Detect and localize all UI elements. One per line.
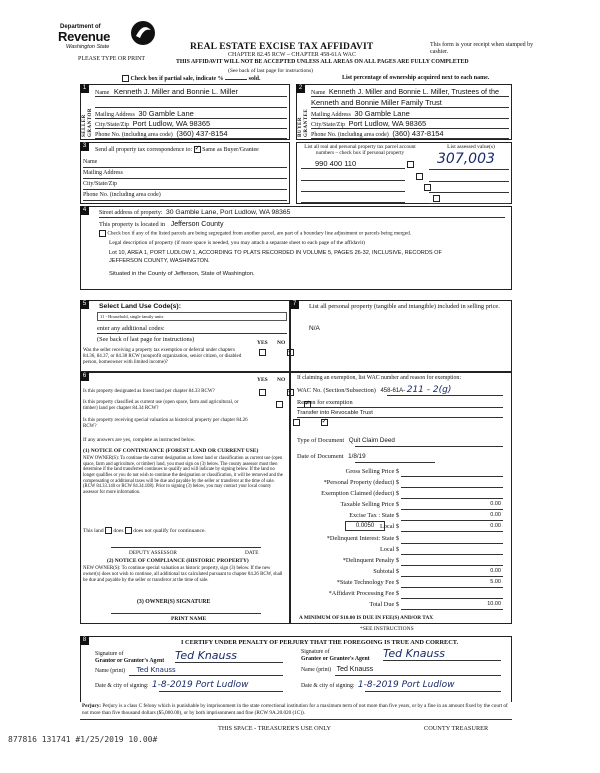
tax-row bbox=[291, 466, 513, 477]
buyer-side-label: BUYER GRANTEE bbox=[298, 108, 309, 137]
grantee-date[interactable]: 1-8-2019 Port Ludlow bbox=[357, 680, 455, 690]
seller-mail-row bbox=[95, 110, 287, 119]
not-accepted-notice: THIS AFFIDAVIT WILL NOT BE ACCEPTED UNLESS ALL AREAS ON ALL PAGES ARE FULLY COMPLETED bbox=[176, 59, 469, 65]
exemption-yes-checkbox[interactable] bbox=[259, 349, 266, 356]
wac-handwritten[interactable]: 211 - 2(g) bbox=[406, 385, 452, 395]
parcel-row-1 bbox=[301, 160, 405, 169]
tax-section bbox=[290, 372, 512, 624]
correspondence-section bbox=[80, 142, 290, 204]
street-label: Street address of property: bbox=[99, 210, 163, 216]
doc-date-line bbox=[355, 462, 435, 463]
county-value[interactable]: Jefferson County bbox=[170, 221, 224, 228]
assessed-line-1 bbox=[429, 169, 509, 170]
tax-row bbox=[291, 533, 513, 544]
doc-date-label: Date of Document bbox=[297, 453, 344, 460]
reason-row bbox=[297, 399, 503, 408]
deputy-assessor-label: DEPUTY ASSESSOR bbox=[129, 550, 177, 556]
tax-row bbox=[291, 588, 513, 599]
land-use-number: 5 bbox=[80, 300, 89, 309]
correspondence-number: 3 bbox=[80, 142, 89, 151]
deputy-date-label: DATE bbox=[245, 550, 259, 556]
notice-continuance-text: NEW OWNER(S): To continue the current designation as forest land or classification as current use (open space, farm and agriculture, or timber) land, you must sign on (3) below. The county assessor must then determine if the land transferred continues to qualify and will indicate by signing below. If the land no longer qualifies or you do not wish to continue the designation or classification, it will be removed and the compensating or additional taxes will be due and payable by the seller or transferor at the time of sale. (RCW 84.33.140 or RCW 84.34.108). Prior to signing (3) below, you may contact your local county assessor for more information. bbox=[83, 456, 283, 495]
grantee-name-label: Name (print) bbox=[301, 667, 332, 673]
tax-row-label: Taxable Selling Price $ bbox=[340, 501, 399, 508]
correspondence-header bbox=[95, 146, 259, 154]
personal-property-checkbox-4[interactable] bbox=[433, 195, 440, 202]
grantee-name-line bbox=[335, 675, 501, 676]
local-line bbox=[401, 531, 503, 532]
correspondence-phone-label: Phone No. (including area code) bbox=[83, 192, 161, 198]
deputy-sig-line bbox=[111, 547, 261, 548]
tax-row bbox=[291, 555, 513, 566]
notice-continuance-title: (1) NOTICE OF CONTINUANCE (FOREST LAND OR CURRENT USE) bbox=[83, 448, 259, 454]
logo-state: Washington State bbox=[66, 44, 110, 50]
buyer-name-line1[interactable]: Kenneth J. Miller and Bonnie L. Miller, Trustees of the bbox=[328, 88, 500, 96]
grantor-date[interactable]: 1-8-2019 Port Ludlow bbox=[151, 680, 249, 690]
form-chapter: CHAPTER 82.45 RCW – CHAPTER 458-61A WAC bbox=[228, 52, 356, 58]
grantor-date-label: Date & city of signing: bbox=[95, 683, 149, 689]
wac-typed[interactable]: 458-61A- bbox=[380, 388, 406, 394]
personal-property-checkbox-3[interactable] bbox=[424, 184, 431, 191]
seller-side-label: SELLER GRANTOR bbox=[82, 108, 93, 137]
tax-row bbox=[291, 599, 513, 610]
tax-row-label: *Personal Property (deduct) $ bbox=[323, 479, 399, 486]
perjury-text: Perjury is a class C felony which is punishable by imprisonment in the state correctional institution for a maximum term of not more than five years, or by a fine in an amount fixed by the court of not more than five thousand dollars ($5,000.00), or by both imprisonment and fine (RCW 9A.20.020 (1C)). bbox=[82, 703, 508, 716]
partial-sale-label: Check box if partial sale, indicate % bbox=[130, 75, 224, 82]
grantor-sig-label-1: Signature of bbox=[95, 651, 124, 657]
buyer-phone[interactable]: (360) 437-8154 bbox=[392, 129, 444, 138]
segregated-checkbox[interactable] bbox=[99, 230, 106, 237]
doc-date-value[interactable]: 1/8/19 bbox=[348, 453, 366, 460]
land-use-section bbox=[80, 300, 290, 372]
buyer-mail-row bbox=[311, 110, 509, 119]
tax-row-line bbox=[401, 609, 503, 610]
buyer-section bbox=[296, 84, 512, 140]
buyer-number: 2 bbox=[296, 84, 305, 93]
land-use-code-box[interactable] bbox=[97, 312, 287, 321]
same-as-buyer-checkbox[interactable] bbox=[194, 146, 201, 153]
parcel-row-4 bbox=[301, 194, 405, 203]
county-row bbox=[99, 221, 223, 229]
partial-sale-checkbox[interactable] bbox=[122, 75, 129, 82]
tax-row bbox=[291, 488, 513, 499]
grantee-name[interactable]: Ted Knauss bbox=[336, 666, 374, 673]
doc-type-line bbox=[355, 446, 503, 447]
tax-row-label: *State Technology Fee $ bbox=[336, 579, 399, 586]
partial-sale-sold: sold. bbox=[248, 75, 261, 82]
buyer-name-row bbox=[311, 88, 509, 97]
wac-label: WAC No. (Section/Subsection) bbox=[297, 387, 376, 394]
section6-no-header: NO bbox=[277, 377, 286, 383]
grantee-sig-label-1: Signature of bbox=[301, 649, 330, 655]
personal-property-checkbox-1[interactable] bbox=[407, 161, 414, 168]
grantor-name-line bbox=[129, 675, 283, 676]
logo-swirl-icon bbox=[130, 20, 156, 46]
forest-land-number: 6 bbox=[80, 372, 89, 381]
personal-property-number: 7 bbox=[290, 300, 299, 309]
reason-line-2 bbox=[297, 417, 503, 418]
tax-row-label: *Delinquent Penalty $ bbox=[342, 557, 399, 564]
seller-number: 1 bbox=[80, 84, 89, 93]
correspondence-city-row bbox=[83, 181, 287, 190]
legal-description-line2[interactable]: JEFFERSON COUNTY, WASHINGTON. bbox=[109, 258, 210, 264]
please-type: PLEASE TYPE OR PRINT bbox=[78, 56, 146, 62]
property-number: 4 bbox=[80, 206, 89, 215]
doc-type-row bbox=[297, 437, 503, 446]
seller-section bbox=[80, 84, 290, 140]
parcels-section bbox=[296, 142, 512, 204]
personal-property-label: List all personal property (tangible and intangible) included in selling price. bbox=[309, 303, 500, 310]
personal-property-section bbox=[290, 300, 512, 372]
doc-type-label: Type of Document bbox=[297, 437, 345, 444]
buyer-name-line2[interactable]: Kenneth and Bonnie Miller Family Trust bbox=[311, 98, 442, 107]
tax-row-value[interactable]: 0.00 bbox=[490, 501, 501, 507]
logo-dept-line: Department of bbox=[60, 24, 101, 30]
grantee-signature[interactable] bbox=[383, 647, 501, 661]
land-does-not-checkbox[interactable] bbox=[125, 527, 132, 534]
local-label: Local $ bbox=[379, 523, 399, 530]
legal-label: Legal description of property (if more space is needed, you may attach a separate sheet to each page of the affidavit) bbox=[109, 240, 365, 246]
situated-text: Situated in the County of Jefferson, State of Washington. bbox=[109, 271, 255, 277]
seller-phone-row bbox=[95, 130, 287, 139]
land-does-checkbox[interactable] bbox=[105, 527, 112, 534]
forest-land-section bbox=[80, 372, 290, 624]
grantee-sig-label-2: Grantee or Grantee's Agent bbox=[301, 655, 370, 662]
land-use-yes-header: YES bbox=[257, 340, 268, 346]
treasurer-use-only: THIS SPACE - TREASURER'S USE ONLY bbox=[218, 725, 331, 732]
personal-property-checkbox-2[interactable] bbox=[416, 173, 423, 180]
buyer-mail[interactable]: 30 Gamble Lane bbox=[354, 109, 410, 118]
seller-phone[interactable]: (360) 437-8154 bbox=[176, 129, 228, 138]
tax-row bbox=[291, 577, 513, 588]
same-as-buyer-label: Same as Buyer/Grantee bbox=[202, 146, 259, 153]
land-use-see-back: (See back of last page for instructions) bbox=[97, 336, 195, 343]
assessed-line-2 bbox=[429, 181, 509, 182]
tax-row bbox=[291, 566, 513, 577]
grantor-name-row bbox=[95, 666, 283, 675]
tax-row-label: *Delinquent Interest: State $ bbox=[326, 535, 399, 542]
assessed-line-3 bbox=[429, 192, 509, 193]
minimum-notice: A MINIMUM OF $10.00 IS DUE IN FEE(S) AND/OR TAX bbox=[299, 615, 434, 621]
seller-mail[interactable]: 30 Gamble Lane bbox=[138, 109, 194, 118]
certify-section bbox=[80, 636, 512, 702]
land-does-not-label: does not bbox=[133, 527, 152, 534]
seller-name[interactable]: Kenneth J. Miller and Bonnie L. Miller bbox=[113, 87, 239, 96]
grantee-date-line bbox=[365, 691, 501, 692]
buyer-city-row bbox=[311, 120, 509, 129]
tax-row-value[interactable]: 10.00 bbox=[487, 601, 501, 607]
current-use-yes-checkbox[interactable] bbox=[276, 401, 283, 408]
assessed-line-4 bbox=[429, 203, 509, 204]
county-treasurer: COUNTY TREASURER bbox=[424, 725, 489, 732]
tax-row bbox=[291, 544, 513, 555]
seller-mail-label: Mailing Address bbox=[95, 112, 135, 118]
grantee-sig-label bbox=[301, 649, 370, 662]
grantee-name-row bbox=[301, 666, 501, 675]
county-label: This property is located in bbox=[99, 221, 166, 228]
current-use-question: Is this property classified as current use (open space, farm and agricultural, or timber) land per chapter 84.34 RCW? bbox=[83, 400, 239, 411]
tax-row-label: Local $ bbox=[379, 546, 399, 553]
perjury-rule bbox=[80, 719, 512, 720]
tax-row-label: Subtotal $ bbox=[373, 568, 399, 575]
local-rate-row bbox=[291, 521, 513, 532]
perjury-notice bbox=[82, 703, 514, 716]
legal-description-line1[interactable]: Lot 10, AREA 1, PORT LUDLOW 1, ACCORDING TO PLATS RECORDED IN VOLUME 5, PAGES 26-32, INCLUSIVE, RECORDS OF bbox=[109, 250, 442, 256]
tax-row-value[interactable]: 0.00 bbox=[490, 512, 501, 518]
tax-row-label: *Affidavit Processing Fee $ bbox=[328, 590, 399, 597]
segregated-row bbox=[99, 230, 509, 237]
back-note: (See back of last page for instructions) bbox=[228, 68, 313, 74]
street-address[interactable]: 30 Gamble Lane, Port Ludlow, WA 98365 bbox=[165, 209, 291, 216]
reason-value[interactable]: Transfer into Revocable Trust bbox=[297, 410, 373, 416]
doc-date-row bbox=[297, 453, 503, 462]
seller-city-label: City/State/Zip bbox=[95, 122, 129, 128]
correspondence-name-label: Name bbox=[83, 159, 98, 165]
buyer-city[interactable]: Port Ludlow, WA 98365 bbox=[348, 119, 427, 128]
correspondence-name-row bbox=[83, 159, 287, 168]
historic-question: Is this property receiving special valuation as historical property per chapter 84.26 RCW? bbox=[83, 418, 248, 429]
exemption-claim-note: If claiming an exemption, list WAC number and reason for exemption: bbox=[297, 375, 461, 381]
see-instructions: *SEE INSTRUCTIONS bbox=[360, 626, 414, 632]
segregated-label: Check box if any of the listed parcels are being segregated from another parcel, are part of a boundary line adjustment or parcels being merged. bbox=[107, 230, 412, 237]
seller-city-row bbox=[95, 120, 287, 129]
if-yes-note: If any answers are yes, complete as instructed below. bbox=[83, 437, 196, 443]
parcels-header: List all real and personal property tax parcel account numbers – check box if personal property bbox=[304, 144, 416, 157]
correspondence-mail-label: Mailing Address bbox=[83, 170, 123, 176]
parcel-number-1[interactable]: 990 400 110 bbox=[315, 159, 357, 168]
assessed-header: List assessed value(s) bbox=[447, 144, 495, 150]
owner-signature-label: (3) OWNER(S) SIGNATURE bbox=[137, 599, 211, 605]
buyer-phone-row bbox=[311, 130, 509, 139]
forest-yes-checkbox[interactable] bbox=[259, 389, 266, 396]
tax-row-label: Gross Selling Price $ bbox=[345, 468, 399, 475]
tax-row-label: Total Due $ bbox=[369, 601, 399, 608]
grantor-signature-mark: Ted Knauss bbox=[175, 649, 237, 662]
correspondence-city-label: City/State/Zip bbox=[83, 181, 117, 187]
certify-number: 8 bbox=[80, 636, 89, 645]
correspondence-label: Send all property tax correspondence to: bbox=[95, 146, 193, 153]
this-land-label: This land bbox=[83, 527, 104, 534]
tax-row bbox=[291, 477, 513, 488]
form-title: REAL ESTATE EXCISE TAX AFFIDAVIT bbox=[190, 42, 374, 52]
receipt-stamp: 877816 131741 #1/25/2019 10.00# bbox=[8, 735, 158, 744]
buyer-city-label: City/State/Zip bbox=[311, 122, 345, 128]
partial-sale bbox=[122, 75, 261, 83]
certify-title: I CERTIFY UNDER PENALTY OF PERJURY THAT THE FOREGOING IS TRUE AND CORRECT. bbox=[181, 639, 459, 646]
owner-sig-line bbox=[111, 613, 261, 614]
tax-row-label: Exemption Claimed (deduct) $ bbox=[321, 490, 399, 497]
seller-city[interactable]: Port Ludlow, WA 98365 bbox=[132, 119, 211, 128]
logo-revenue: Revenue bbox=[58, 29, 111, 44]
parcel-row-2 bbox=[301, 172, 405, 181]
tax-row-value[interactable]: 0.00 bbox=[490, 568, 501, 574]
buyer-name-label: Name bbox=[311, 90, 326, 96]
local-value[interactable]: 0.00 bbox=[490, 523, 501, 529]
perjury-label: Perjury: bbox=[82, 703, 102, 709]
buyer-phone-label: Phone No. (including area code) bbox=[311, 132, 389, 138]
land-use-code: 11 - Household, single family units bbox=[100, 314, 164, 319]
grantee-date-label: Date & city of signing: bbox=[301, 683, 355, 689]
seller-phone-label: Phone No. (including area code) bbox=[95, 132, 173, 138]
land-does-label: does bbox=[113, 527, 124, 534]
assessed-value-1[interactable]: 307,003 bbox=[437, 151, 495, 167]
seller-name-row bbox=[95, 88, 287, 97]
grantor-date-line bbox=[159, 691, 283, 692]
exemption-question: Was the seller receiving a property tax exemption or deferral under chapters 84.36, 84.37, or 84.38 RCW (nonprofit organization, senior citizen, or disabled person, homeowner with limited income)? bbox=[83, 348, 242, 365]
grantor-sig-label-2: Grantor or Grantor's Agent bbox=[95, 657, 165, 664]
local-rate-box[interactable]: 0.0050 bbox=[345, 521, 385, 531]
forest-question: Is this property designated as forest land per chapter 84.33 RCW? bbox=[83, 389, 215, 394]
doc-type-value[interactable]: Quit Claim Deed bbox=[348, 437, 395, 444]
ownership-note: List percentage of ownership acquired next to each name. bbox=[342, 75, 490, 81]
grantor-name[interactable]: Ted Knauss bbox=[136, 666, 176, 674]
wac-line bbox=[387, 395, 503, 396]
street-row bbox=[99, 209, 505, 218]
grantee-signature-mark: Ted Knauss bbox=[383, 647, 445, 660]
grantor-sig-label bbox=[95, 651, 164, 664]
print-name-label: PRINT NAME bbox=[171, 616, 207, 622]
parcel-row-3 bbox=[301, 183, 405, 192]
seller-blank-row bbox=[95, 100, 287, 108]
receipt-note: This form is your receipt when stamped by cashier. bbox=[430, 42, 534, 55]
additional-codes-row bbox=[97, 325, 287, 334]
tax-row-value[interactable]: 5.00 bbox=[490, 579, 501, 585]
buyer-name-row2 bbox=[311, 99, 509, 108]
buyer-mail-label: Mailing Address bbox=[311, 112, 351, 118]
grantor-signature[interactable] bbox=[175, 649, 283, 663]
seller-name-label: Name bbox=[95, 90, 110, 96]
tax-row-label: Excise Tax : State $ bbox=[349, 512, 399, 519]
reason-label: Reason for exemption bbox=[297, 399, 353, 406]
correspondence-phone-row bbox=[83, 192, 287, 201]
section6-yes-header: YES bbox=[257, 377, 268, 383]
grantor-name-label: Name (print) bbox=[95, 668, 126, 674]
correspondence-mail-row bbox=[83, 170, 287, 179]
tax-row bbox=[291, 510, 513, 521]
notice-compliance-title: (2) NOTICE OF COMPLIANCE (HISTORIC PROPERTY) bbox=[107, 558, 249, 564]
personal-property-value[interactable]: N/A bbox=[309, 325, 320, 332]
this-land-row bbox=[83, 527, 206, 534]
property-section bbox=[80, 206, 512, 290]
land-use-no-header: NO bbox=[277, 340, 286, 346]
qualify-label: qualify for continuance. bbox=[153, 527, 206, 534]
dor-logo bbox=[58, 20, 158, 52]
additional-codes-label: enter any additional codes: bbox=[97, 325, 165, 332]
land-use-label: Select Land Use Code(s): bbox=[99, 303, 181, 310]
notice-compliance-text: NEW OWNER(S): To continue special valuation as historic property, sign (3) below. If the new owner(s) does not wish to continue, all additional tax calculated pursuant to chapter 84.26 RCW, shall be due and payable by the seller or transferor at the time of sale. bbox=[83, 566, 283, 583]
tax-row bbox=[291, 499, 513, 510]
